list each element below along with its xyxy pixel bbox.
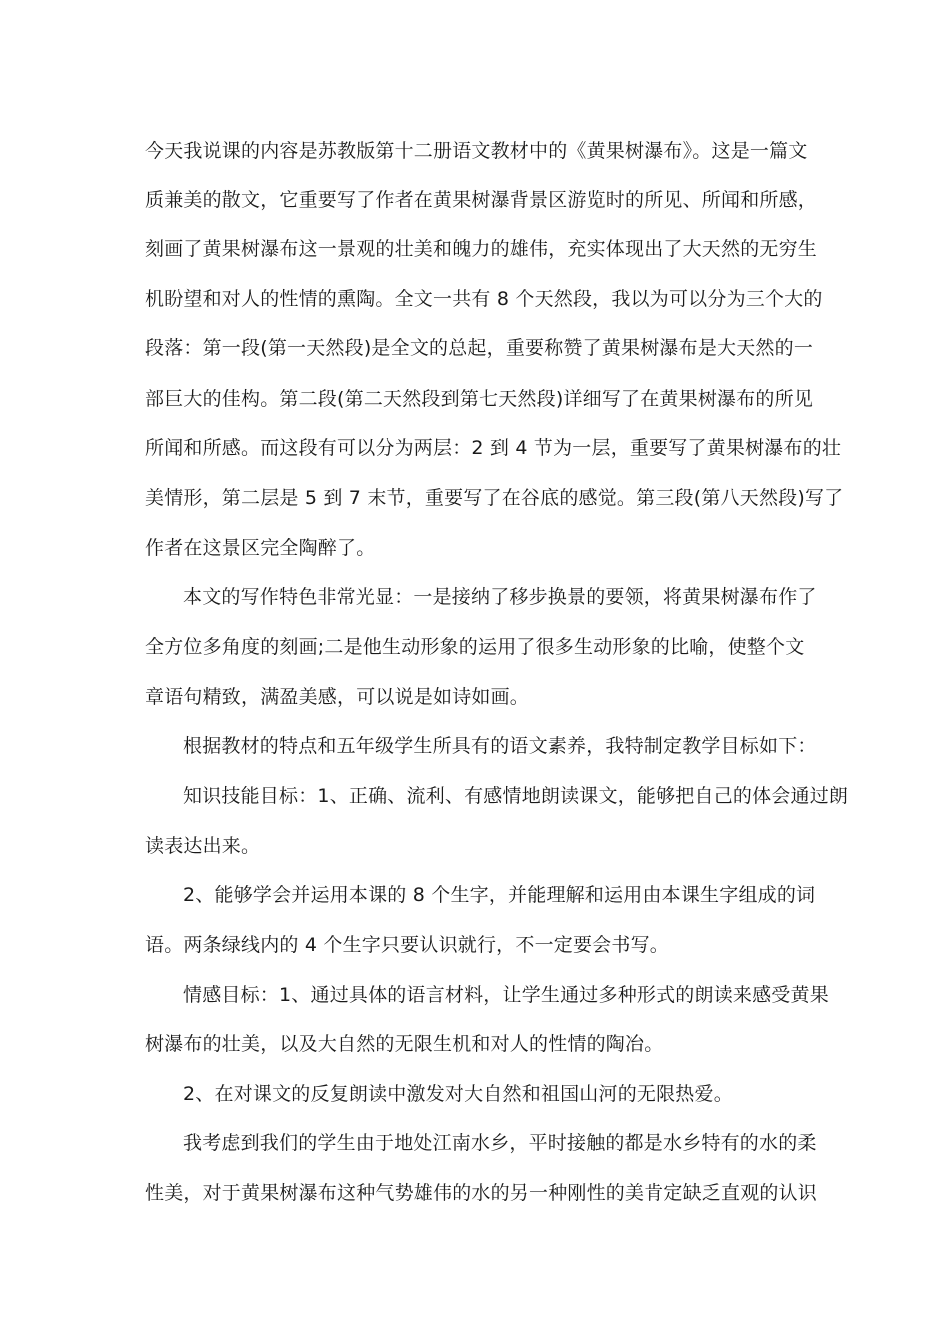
text-line: 全方位多角度的刻画;二是他生动形象的运用了很多生动形象的比喻，使整个文	[145, 636, 805, 658]
text-line: 语。两条绿线内的 4 个生字只要认识就行，不一定要会书写。	[145, 934, 669, 956]
text-line: 美情形，第二层是 5 到 7 末节，重要写了在谷底的感觉。第三段(第八天然段)写了	[145, 487, 844, 509]
paragraph-first-line: 2、在对课文的反复朗读中激发对大自然和祖国山河的无限热爱。	[183, 1083, 733, 1105]
paragraph-first-line: 2、能够学会并运用本课的 8 个生字，并能理解和运用由本课生字组成的词	[183, 884, 816, 906]
text-line: 所闻和所感。而这段有可以分为两层：2 到 4 节为一层，重要写了黄果树瀑布的壮	[145, 437, 842, 459]
text-line: 读表达出来。	[145, 835, 261, 857]
paragraph-first-line: 我考虑到我们的学生由于地处江南水乡，平时接触的都是水乡特有的水的柔	[183, 1132, 817, 1154]
text-line: 树瀑布的壮美，以及大自然的无限生机和对人的性情的陶冶。	[145, 1033, 664, 1055]
text-line: 今天我说课的内容是苏教版第十二册语文教材中的《黄果树瀑布》。这是一篇文	[145, 140, 808, 162]
text-line: 部巨大的佳构。第二段(第二天然段到第七天然段)详细写了在黄果树瀑布的所见	[145, 388, 814, 410]
paragraph-first-line: 本文的写作特色非常光显：一是接纳了移步换景的要领，将黄果树瀑布作了	[183, 586, 817, 608]
text-line: 刻画了黄果树瀑布这一景观的壮美和魄力的雄伟，充实体现出了大天然的无穷生	[145, 238, 818, 260]
text-line: 作者在这景区完全陶醉了。	[145, 537, 376, 559]
text-line: 章语句精致，满盈美感，可以说是如诗如画。	[145, 686, 530, 708]
text-line: 性美，对于黄果树瀑布这种气势雄伟的水的另一种刚性的美肯定缺乏直观的认识	[145, 1182, 818, 1204]
text-line: 质兼美的散文，它重要写了作者在黄果树瀑背景区游览时的所见、所闻和所感，	[145, 189, 818, 211]
paragraph-first-line: 情感目标：1、通过具体的语言材料，让学生通过多种形式的朗读来感受黄果	[183, 984, 829, 1006]
text-line: 机盼望和对人的性情的熏陶。全文一共有 8 个天然段，我以为可以分为三个大的	[145, 288, 823, 310]
paragraph-first-line: 根据教材的特点和五年级学生所具有的语文素养，我特制定教学目标如下：	[183, 735, 817, 757]
paragraph-first-line: 知识技能目标：1、正确、流利、有感情地朗读课文，能够把自己的体会通过朗	[183, 785, 849, 807]
text-line: 段落：第一段(第一天然段)是全文的总起，重要称赞了黄果树瀑布是大天然的一	[145, 337, 814, 359]
